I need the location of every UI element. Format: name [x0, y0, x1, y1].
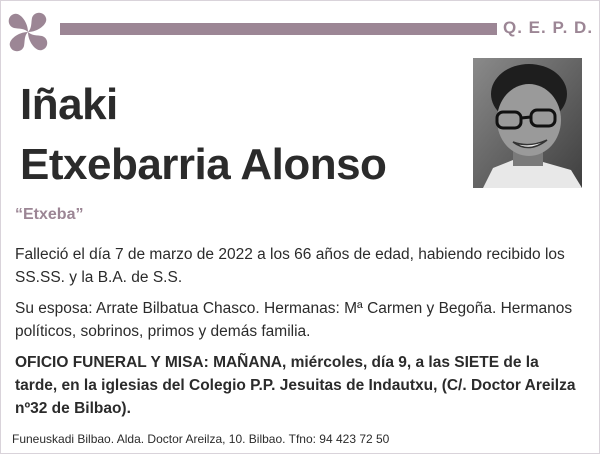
deceased-nickname: “Etxeba” — [15, 206, 84, 223]
lauburu-icon — [2, 6, 54, 58]
funeral-service-paragraph: OFICIO FUNERAL Y MISA: MAÑANA, miércoles, día 9, a las SIETE de la tarde, en la iglesias del Colegio P.P. Jesuitas de Indautxu, (C/. Doctor Areilza nº32 de Bilbao). — [15, 354, 576, 417]
death-notice-paragraph: Falleció el día 7 de marzo de 2022 a los 66 años de edad, habiendo recibido los SS.SS. y la B.A. de S.S. — [15, 246, 565, 286]
header-bar — [60, 23, 497, 35]
family-paragraph: Su esposa: Arrate Bilbatua Chasco. Hermanas: Mª Carmen y Begoña. Hermanos políticos, sobrinos, primos y demás familia. — [15, 300, 573, 340]
deceased-surnames: Etxebarria Alonso — [20, 140, 387, 189]
deceased-first-name: Iñaki — [20, 80, 118, 129]
funeral-home-footer: Funeuskadi Bilbao. Alda. Doctor Areilza, 10. Bilbao. Tfno: 94 423 72 50 — [12, 432, 390, 446]
qepd-label: Q. E. P. D. — [503, 18, 594, 37]
portrait-photo — [473, 58, 582, 188]
